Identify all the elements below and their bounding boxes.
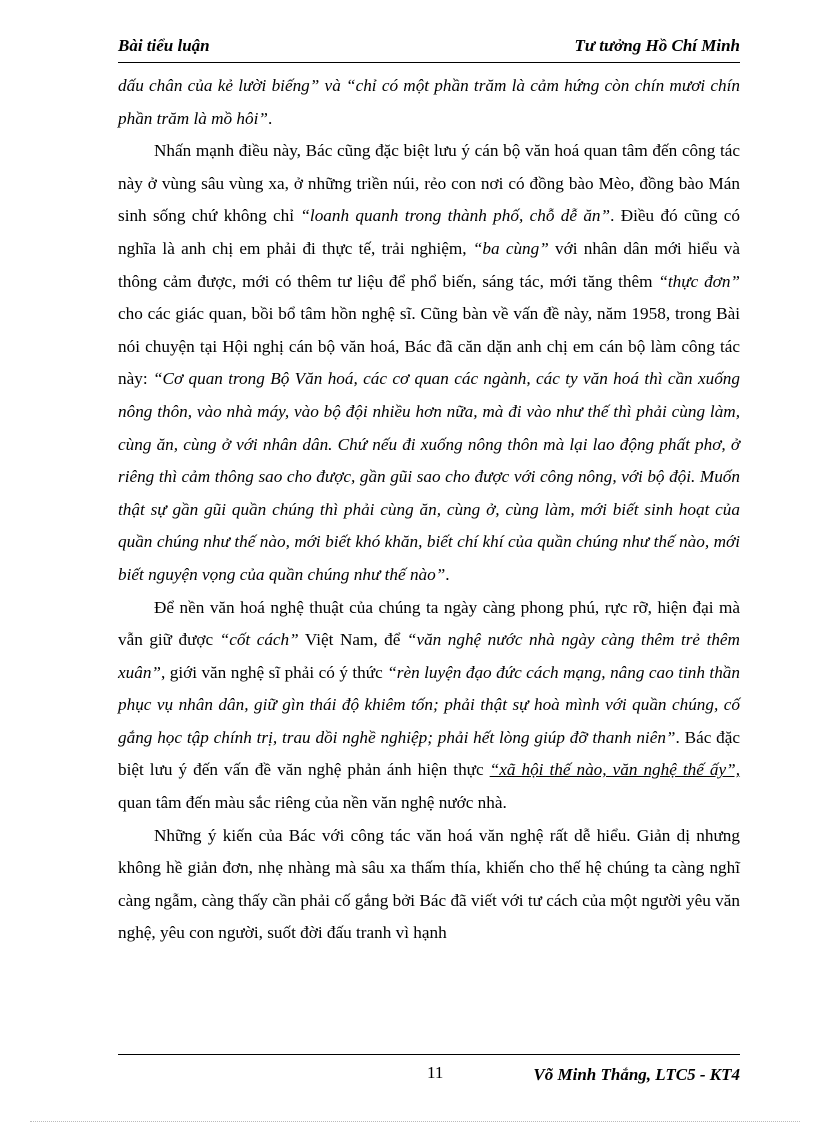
text: Việt Nam, để (298, 630, 407, 650)
paragraph-1 (118, 70, 740, 135)
text: Nhấn mạnh điều này, Bác cũng đặc biệt lưu ý cán bộ văn hoá quan tâm đến công tác này ở vùng sâu vùng xa, ở những triền núi, rẻo con nơi có đồng bào Mèo, đồng bào Mán sinh sống chứ không chỉ (118, 141, 740, 226)
text: . (445, 564, 450, 584)
quote: “văn nghệ nước nhà ngày càng thêm trẻ thêm xuân” (118, 630, 740, 682)
text: . Bác đặc biệt lưu ý đến vấn đề văn nghệ phản ánh hiện thực (118, 727, 740, 780)
quote: “Cơ quan trong Bộ Văn hoá, các cơ quan các ngành, các ty văn hoá thì cần xuống nông thôn, vào nhà máy, vào bộ đội nhiều hơn nữa, mà đi vào như thế thì phải cùng làm, cùng ăn, cùng ở với nhân dân. Chứ nếu đi xuống nông thôn mà lại lao động phất phơ, ở riêng thì cảm thông sao cho được, gần gũi sao cho được với công nông, với bộ đội. Muốn thật sự gần gũi quần chúng thì phải cùng ăn, cùng ở, cùng làm, mới biết sinh hoạt của quần chúng như thế nào, mới biết khó khăn, biết chí khí của quần chúng như thế nào, mới biết nguyện vọng của quần chúng như thế nào” (118, 369, 740, 584)
text: . Điều đó cũng có nghĩa là anh chị em phải đi thực tế, trải nghiệm, (118, 206, 740, 258)
quote: “rèn luyện đạo đức cách mạng, nâng cao tinh thần phục vụ nhân dân, giữ gìn thái độ khiêm tốn; phải thật sự hoà mình với quần chúng, cố gắng học tập chính trị, trau dồi nghề nghiệp; phải hết lòng giúp đỡ thanh niên” (118, 662, 740, 747)
text: Những ý kiến của Bác với công tác văn hoá văn nghệ rất dễ hiểu. Giản dị nhưng không hề giản đơn, nhẹ nhàng mà sâu xa thấm thía, khiến cho thế hệ chúng ta càng nghĩ càng ngẫm, càng thấy cần phải cố gắng bởi Bác đã viết với tư cách của một người yêu văn nghệ, yêu con người, suốt đời đấu tranh vì hạnh (118, 825, 740, 943)
text: . (267, 108, 273, 128)
page-number: 11 (427, 1063, 444, 1082)
page-footer (118, 1054, 740, 1084)
document-body (118, 70, 740, 950)
quote: dấu chân của kẻ lười biếng” và “chỉ có một phần trăm là cảm hứng còn chín mươi chín phần trăm là mồ hôi” (118, 76, 740, 128)
text: cho các giác quan, bồi bổ tâm hồn nghệ sĩ. Cũng bàn về vấn đề này, năm 1958, trong Bài nói chuyện tại Hội nghị cán bộ văn hoá, Bác đã căn dặn anh chị em cán bộ làm công tác này: (118, 304, 740, 389)
underlined-quote: “xã hội thế nào, văn nghệ thế ấy”, (489, 760, 741, 780)
paragraph-4 (118, 820, 740, 950)
quote: “ba cùng” (472, 238, 549, 258)
footer-author: Võ Minh Thắng, LTC5 - KT4 (533, 1065, 740, 1084)
header-left-title: Bài tiểu luận (118, 36, 210, 55)
paragraph-3 (118, 592, 740, 820)
text: với nhân dân mới hiểu và thông cảm được, mới có thêm tư liệu để phổ biến, sáng tác, mới tăng thêm (118, 238, 740, 291)
header-right-title: Tư tưởng Hồ Chí Minh (574, 36, 740, 55)
bottom-divider (30, 1121, 800, 1122)
text: , giới văn nghệ sĩ phải có ý thức (160, 662, 388, 682)
quote: “cốt cách” (219, 630, 299, 650)
paragraph-2 (118, 135, 740, 591)
quote: “thực đơn” (658, 271, 740, 291)
text: Để nền văn hoá nghệ thuật của chúng ta ngày càng phong phú, rực rỡ, hiện đại mà vẫn giữ được (118, 597, 740, 650)
text: quan tâm đến màu sắc riêng của nền văn nghệ nước nhà. (118, 793, 507, 813)
quote: “loanh quanh trong thành phố, chỗ dễ ăn” (300, 206, 611, 226)
page-header (118, 30, 740, 63)
